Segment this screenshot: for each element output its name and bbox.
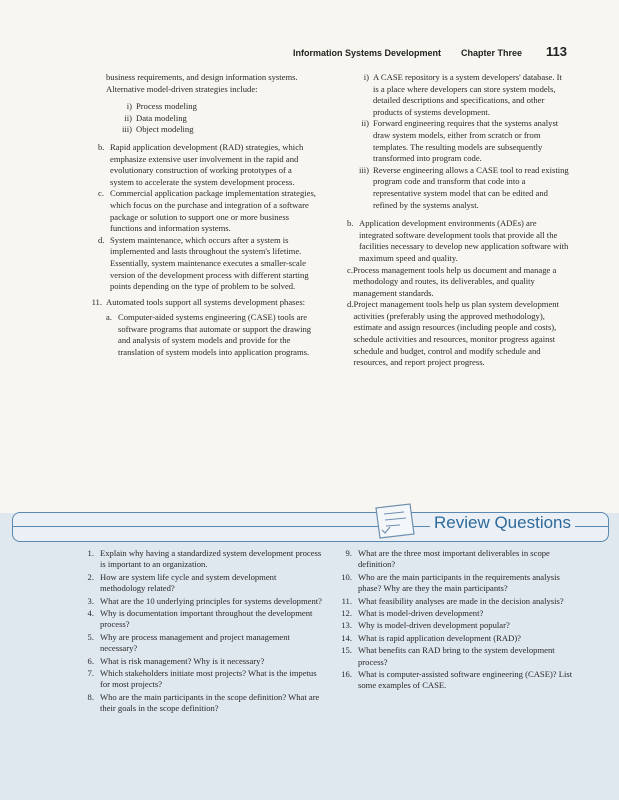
question-item: 15. What benefits can RAD bring to the system development process? [341, 645, 555, 667]
question-item: 1. Explain why having a standardized system development process is important to an organization. [87, 548, 322, 570]
list-item: c. Process management tools help us document and manage a methodology and routes, its deliverables, and quality management standards. [347, 264, 557, 298]
alpha-list [98, 142, 317, 293]
list-item: ii) Data modeling [124, 112, 187, 123]
item-11: 11. Automated tools support all systems development phases: [91, 296, 306, 307]
right-column [347, 72, 569, 369]
question-item: 11. What feasibility analyses are made in the decision analysis? [341, 595, 564, 606]
section-title: Information Systems Development [292, 48, 441, 58]
list-item: d. System maintenance, which occurs after a system is implemented and lasts throughout the system's lifetime. Essentially, system maintenance executes a smaller-scale version of the development process with different starting points depending on the type of problem to be solved. [98, 234, 309, 292]
list-item: i) A CASE repository is a system developers' database. It is a place where developers can store system models, detailed descriptions and specifications, and other products of systems development. [363, 72, 562, 117]
list-item: iii) Reverse engineering allows a CASE tool to read existing program code and transform that code into a representative system model that can be edited and refined by the systems analyst. [358, 164, 569, 210]
page-number: 113 [546, 44, 567, 59]
list-item: b. Rapid application development (RAD) strategies, which emphasize extensive user involvement in the rapid and evolutionary construction of working prototypes of a system to accelerate the system development process. [98, 141, 304, 187]
question-item: 9. What are the three most important deliverables in scope definition? [345, 548, 550, 570]
list-item: c. Commercial application package implementation strategies, which focus on the purchase and integration of a software package or solution to support one or more business functions and information systems. [98, 188, 316, 234]
question-item: 3. What are the 10 underlying principles for systems development? [87, 595, 322, 606]
list-item: ii) Forward engineering requires that the systems analyst draw system models, either from scratch or from templates. The resulting models are subsequently transformed into program code. [361, 118, 559, 164]
question-item: 16. What is computer-assisted software engineering (CASE)? List some examples of CASE. [341, 669, 573, 691]
question-item: 8. Who are the main participants in the scope definition? What are their goals in the scope definition? [87, 691, 320, 714]
list-item: i) Process modeling [126, 101, 197, 112]
questions-right [330, 548, 575, 693]
strategy-list [118, 101, 317, 136]
left-column [82, 72, 317, 359]
chapter-label: Chapter Three [461, 48, 523, 58]
running-head [293, 44, 567, 59]
question-item: 5. Why are process management and project management necessary? [87, 631, 290, 654]
question-item: 14. What is rapid application development (RAD)? [341, 632, 521, 643]
question-item: 6. What is risk management? Why is it necessary? [87, 655, 265, 666]
question-item: 2. How are system life cycle and system development methodology related? [87, 571, 277, 594]
case-list [355, 72, 569, 211]
question-item: 7. Which stakeholders initiate most projects? What is the impetus for most projects? [87, 668, 317, 690]
review-title: Review Questions [430, 513, 575, 533]
question-item: 4. Why is documentation important throughout the development process? [87, 608, 313, 630]
questions-left [72, 548, 322, 716]
list-item: iii) Object modeling [121, 124, 194, 135]
question-item: 10. Who are the main participants in the requirements analysis phase? Why are they the main participants? [341, 571, 560, 594]
notepad-icon [370, 500, 418, 540]
question-item: 13. Why is model-driven development popular? [341, 620, 510, 631]
lead-paragraph: business requirements, and design information systems. Alternative model-driven strategies include: [106, 72, 298, 94]
item-11a: a. Computer-aided systems engineering (CASE) tools are software programs that automate or support the drawing and analysis of system models and provide for the translation of system models into application programs. [106, 312, 312, 358]
question-item: 12. What is model-driven development? [341, 608, 484, 619]
list-item: d. Project management tools help us plan system development activities (preferably using the approved methodology), estimate and assign resources (including people and costs), schedule activities and resources, monitor progress against schedule and budget, control and modify schedule and resources, and report project progress. [347, 299, 559, 368]
list-item: b. Application development environments (ADEs) are integrated software development tools that provide all the facilities necessary to develop new application software with maximum speed and quality. [347, 218, 569, 263]
